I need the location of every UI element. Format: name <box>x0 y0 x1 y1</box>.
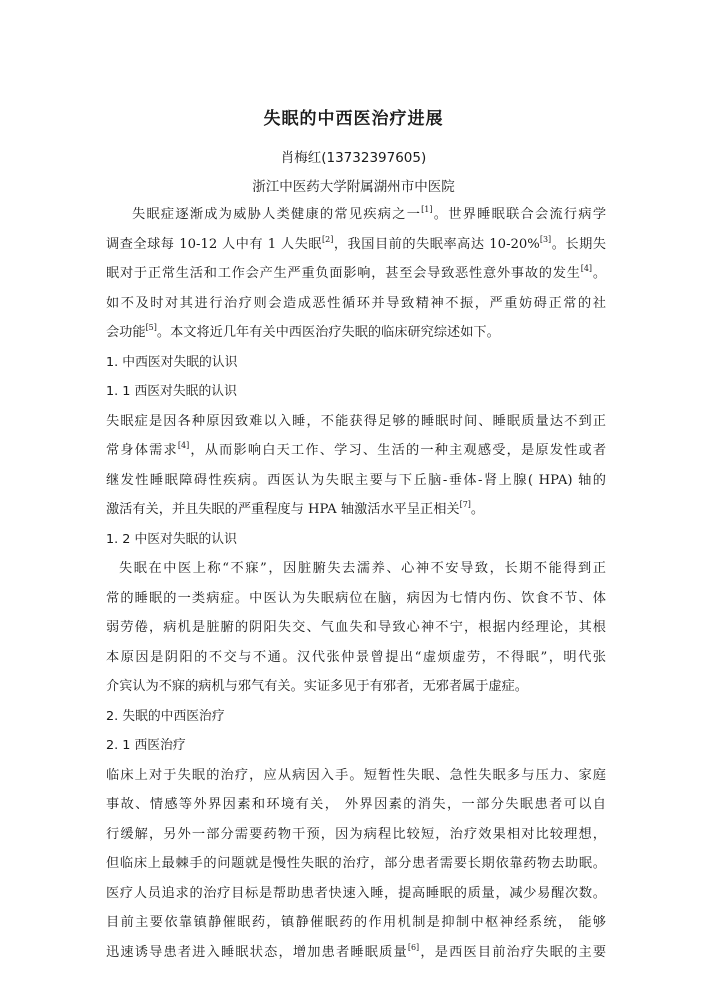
text-line: 医疗人员追求的治疗目标是帮助患者快速入睡，提高睡眠的质量，减少易醒次数。 <box>106 885 606 901</box>
subsection-heading: 2. 1 西医治疗 <box>106 738 186 753</box>
citation: [5] <box>145 323 157 332</box>
text-line: 弱劳倦，病机是脏腑的阴阳失交、气血失和导致心神不宁，根据内经理论，其根 <box>106 620 606 635</box>
section-heading: 1. 中西医对失眠的认识 <box>106 354 238 370</box>
affiliation-line: 浙江中医药大学附属湖州市中医院 <box>252 179 455 195</box>
text-line: 失眠在中医上称“不寐”，因脏腑失去濡养、心神不安导致，长期不能得到正 <box>119 561 606 576</box>
citation: [2] <box>321 234 334 244</box>
text-line: 如不及时对其进行治疗则会造成恶性循环并导致精神不振，严重妨碍正常的社 <box>106 295 606 311</box>
text-line: 介宾认为不寐的病机与邪气有关。实证多见于有邪者，无邪者属于虚症。 <box>106 679 528 694</box>
citation: [4] <box>580 264 593 273</box>
text-line: 事故、情感等外界因素和环境有关， 外界因素的消失，一部分失眠患者可以自 <box>106 797 606 812</box>
citation: [1] <box>421 205 433 214</box>
citation: [7] <box>459 500 471 509</box>
text-line: 常的睡眠的一类病症。中医认为失眠病位在脑，病因为七情内伤、饮食不节、体 <box>106 590 606 606</box>
citation: [4] <box>177 441 190 450</box>
text-line: 会功能[5]。本文将近几年有关中西医治疗失眠的临床研究综述如下。 <box>106 323 500 340</box>
text-line: 常身体需求[4]，从而影响白天工作、学习、生活的一种主观感受，是原发性或者 <box>106 441 606 458</box>
citation: [3] <box>539 234 552 244</box>
author-line: 肖梅红(13732397605) <box>280 150 427 166</box>
citation: [6] <box>407 942 420 952</box>
text-line: 激活有关，并且失眠的严重程度与 HPA 轴激活水平呈正相关[7]。 <box>106 500 485 517</box>
text-line: 行缓解，另外一部分需要药物干预，因为病程比较短，治疗效果相对比较理想， <box>106 826 606 842</box>
body-text <box>106 200 606 967</box>
text-line: 本原因是阴阳的不交与不通。汉代张仲景曾提出“虚烦虚劳，不得眠”，明代张 <box>106 649 606 665</box>
subsection-heading: 1. 1 西医对失眠的认识 <box>106 384 237 399</box>
text-line: 失眠症是因各种原因致难以入睡，不能获得足够的睡眠时间、睡眠质量达不到正 <box>106 413 606 429</box>
text-line: 临床上对于失眠的治疗，应从病因入手。短暂性失眠、急性失眠多与压力、家庭 <box>106 767 606 783</box>
text-line: 调查全球每 10-12 人中有 1 人失眠[2]，我国目前的失眠率高达 10-20%[3]。长期失 <box>106 234 606 252</box>
text-line: 但临床上最棘手的问题就是慢性失眠的治疗，部分患者需要长期依靠药物去助眠。 <box>106 856 606 871</box>
text-line: 失眠症逐渐成为威胁人类健康的常见疾病之一[1]。世界睡眠联合会流行病学 <box>132 205 606 222</box>
subsection-heading: 1. 2 中医对失眠的认识 <box>106 531 237 547</box>
text-line: 眠对于正常生活和工作会产生严重负面影响，甚至会导致恶性意外事故的发生[4]。 <box>106 264 606 281</box>
text-line: 迅速诱导患者进入睡眠状态，增加患者睡眠质量[6]，是西医目前治疗失眠的主要 <box>106 942 606 960</box>
paper-title: 失眠的中西医治疗进展 <box>263 109 444 129</box>
section-heading: 2. 失眠的中西医治疗 <box>106 708 225 724</box>
text-line: 继发性睡眠障碍性疾病。西医认为失眠主要与下丘脑-垂体-肾上腺( HPA) 轴的 <box>106 472 606 488</box>
text-line: 目前主要依靠镇静催眠药，镇静催眠药的作用机制是抑制中枢神经系统， 能够 <box>106 915 606 930</box>
